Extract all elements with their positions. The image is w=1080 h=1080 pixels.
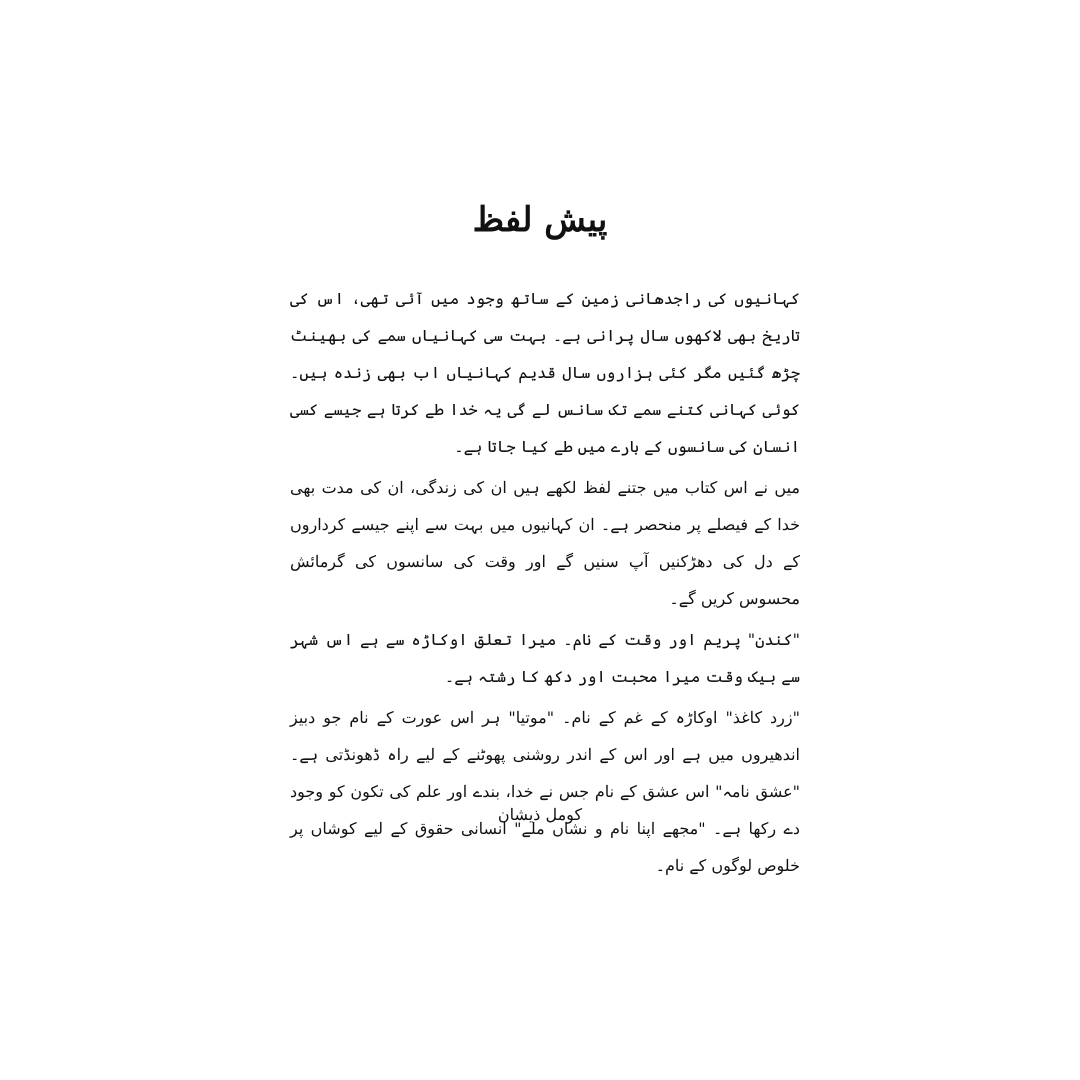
paragraph-4: "زرد کاغذ" اوکاڑہ کے غم کے نام۔ "موتیا" ہر اس عورت کے نام جو دبیز اندھیروں میں ہے اور اس کے اندر روشنی پھوٹنے کے لیے راہ ڈھونڈتی ہے۔ "عشق نامہ" اس عشق کے نام جس نے خدا، بندے اور علم کی تکون کو وجود دے رکھا ہے۔ "مجھے اپنا نام و نشاں ملے" انسانی حقوق کے لیے کوشاں پر خلوص لوگوں کے نام۔ [290, 708, 801, 875]
page-title: پیش لفظ [472, 200, 608, 240]
preface-body [290, 280, 800, 888]
author-signature: کومل ذیشان [497, 805, 583, 824]
paragraph-1: کہانیوں کی راجدھانی زمین کے ساتھ وجود میں آئی تھی، اس کی تاریخ بھی لاکھوں سال پرانی ہے۔ بہت سی کہانیاں سمے کی بھینٹ چڑھ گئیں مگر کئی ہزاروں سال قدیم کہانیاں اب بھی زندہ ہیں۔ کوئی کہانی کتنے سمے تک سانس لے گی یہ خدا طے کرتا ہے جیسے کسی انسان کی سانسوں کے بارے میں طے کیا جاتا ہے۔ [290, 289, 800, 456]
paragraph-3: "کندن" پریم اور وقت کے نام۔ میرا تعلق اوکاڑہ سے ہے اس شہر سے بیک وقت میرا محبت اور دکھ کا رشتہ ہے۔ [290, 630, 800, 686]
paragraph-2: میں نے اس کتاب میں جتنے لفظ لکھے ہیں ان کی زندگی، ان کی مدت بھی خدا کے فیصلے پر منحصر ہے۔ ان کہانیوں میں بہت سے اپنے جیسے کرداروں کے دل کی دھڑکنیں آپ سنیں گے اور وقت کی سانسوں کی گرمائش محسوس کریں گے۔ [290, 478, 800, 608]
